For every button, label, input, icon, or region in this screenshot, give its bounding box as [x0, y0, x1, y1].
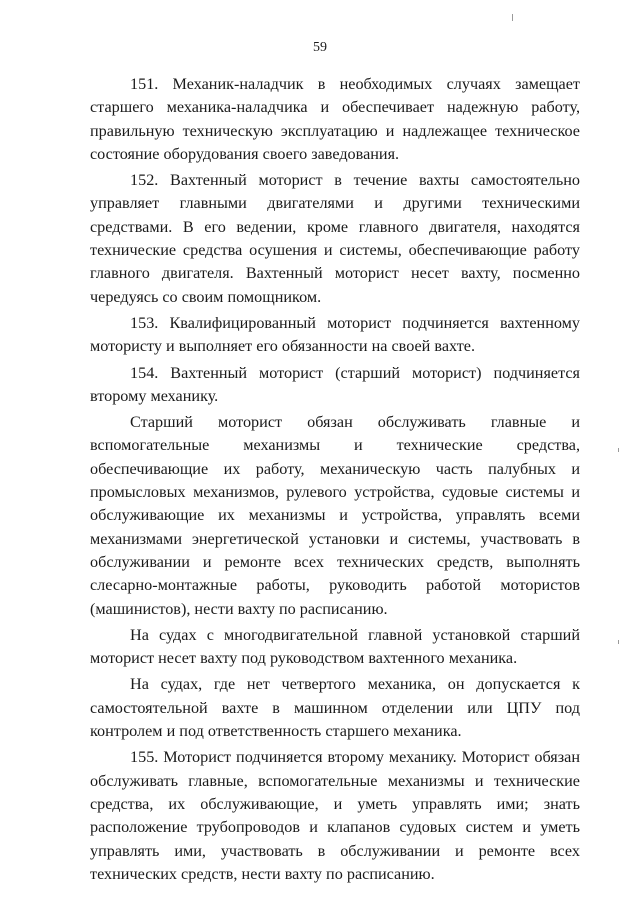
scan-speck [512, 14, 513, 21]
paragraph-152: 152. Вахтенный моторист в течение вахты самостоятельно управляет главными двигателями и другими техническими средствами. В его ведении, кроме главного двигателя, находятся технические средства осушения и системы, обеспечивающие работу главного двигателя. Вахтенный моторист несет вахту, посменно чередуясь со своим помощником. [90, 171, 580, 306]
paragraph-no-fourth-mechanic: На судах, где нет четвертого механика, он допускается к самостоятельной вахте в машинном отделении или ЦПУ под контролем и под ответственность старшего механика. [90, 675, 580, 741]
paragraph-154: 154. Вахтенный моторист (старший моторист) подчиняется второму механику. [90, 363, 580, 405]
paragraph-155: 155. Моторист подчиняется второму механику. Моторист обязан обслуживать главные, вспомогательные механизмы и технические средства, их обслуживающие, и уметь управлять ими; знать расположение трубопроводов и клапанов судовых систем и уметь управлять ими, участвовать в обслуживании и ремонте всех технических средств, нести вахту по расписанию. [90, 748, 580, 883]
document-body [90, 73, 580, 886]
scan-speck [618, 448, 619, 452]
paragraph-153: 153. Квалифицированный моторист подчиняется вахтенному мотористу и выполняет его обязанности на своей вахте. [90, 313, 580, 356]
page-number: 59 [313, 40, 327, 55]
paragraph-senior-motorist-duties: Старший моторист обязан обслуживать главные и вспомогательные механизмы и технические средства, обеспечивающие их работу, механическую часть палубных и промысловых механизмов, рулевого устройства, судовые системы и обслуживающие их механизмы и устройства, управлять всеми механизмами энергетической установки и системы, участвовать в обслуживании и ремонте всех технических средств, выполнять слесарно-монтажные работы, руководить работой мотористов (машинистов), нести вахту по расписанию. [90, 413, 580, 618]
scan-speck [618, 640, 619, 644]
paragraph-151: 151. Механик-наладчик в необходимых случаях замещает старшего механика-наладчика и обеспечивает надежную работу, правильную техническую эксплуатацию и надлежащее техническое состояние оборудования своего заведования. [90, 75, 580, 163]
paragraph-multi-engine-vessels: На судах с многодвигательной главной установкой старший моторист несет вахту под руководством вахтенного механика. [90, 625, 580, 668]
